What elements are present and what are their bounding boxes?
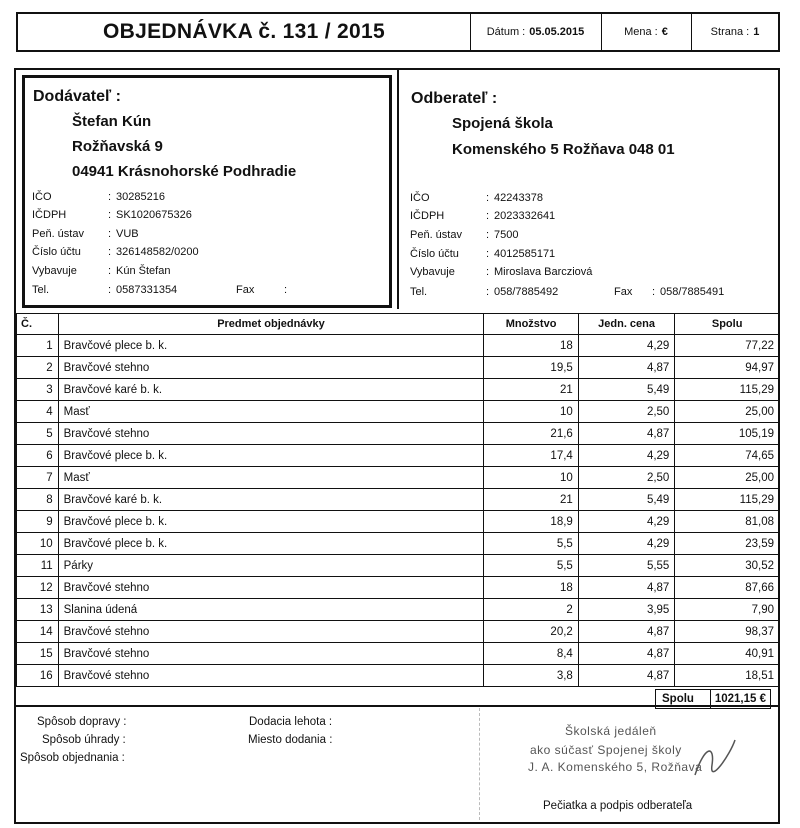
row-no: 6 xyxy=(17,445,59,467)
table-row xyxy=(17,621,780,643)
row-item: Bravčové stehno xyxy=(58,665,484,687)
row-item: Bravčové karé b. k. xyxy=(58,489,484,511)
supplier-tel-row: Tel. : 0587331354 Fax : xyxy=(32,284,288,296)
row-item: Bravčové stehno xyxy=(58,621,484,643)
divider xyxy=(397,68,399,309)
stamp-line: Školská jedáleň xyxy=(565,724,657,738)
table-row xyxy=(17,445,780,467)
table-row xyxy=(17,467,780,489)
table-row xyxy=(17,423,780,445)
account-label: Číslo účtu xyxy=(410,248,459,260)
signature-mark xyxy=(690,735,740,785)
row-no: 4 xyxy=(17,401,59,423)
customer-name: Spojená škola xyxy=(452,115,553,132)
row-qty: 19,5 xyxy=(484,357,578,379)
customer-ico-row: IČO : 42243378 xyxy=(410,192,543,204)
row-qty: 18,9 xyxy=(484,511,578,533)
row-unit-price: 4,87 xyxy=(578,665,675,687)
row-item: Bravčové stehno xyxy=(58,423,484,445)
row-item: Párky xyxy=(58,555,484,577)
row-total: 7,90 xyxy=(675,599,780,621)
row-qty: 21,6 xyxy=(484,423,578,445)
row-no: 11 xyxy=(17,555,59,577)
currency-value: € xyxy=(661,26,668,38)
page-field xyxy=(691,14,779,50)
icdph-value: SK1020675326 xyxy=(116,209,192,221)
supplier-title: Dodávateľ : xyxy=(33,88,121,105)
page-value: 1 xyxy=(753,26,760,38)
table-row xyxy=(17,489,780,511)
row-item: Bravčové plece b. k. xyxy=(58,335,484,357)
row-no: 1 xyxy=(17,335,59,357)
icdph-value: 2023332641 xyxy=(494,210,556,222)
row-unit-price: 4,87 xyxy=(578,577,675,599)
row-unit-price: 4,29 xyxy=(578,533,675,555)
row-total: 74,65 xyxy=(675,445,780,467)
stamp-line: J. A. Komenského 5, Rožňava xyxy=(528,760,703,774)
table-row xyxy=(17,665,780,687)
row-total: 18,51 xyxy=(675,665,780,687)
tel-label: Tel. xyxy=(32,284,50,296)
supplier-icdph-row: IČDPH : SK1020675326 xyxy=(32,209,192,221)
row-unit-price: 2,50 xyxy=(578,401,675,423)
col-header-item: Predmet objednávky xyxy=(58,314,484,335)
row-item: Slanina údená xyxy=(58,599,484,621)
row-unit-price: 4,29 xyxy=(578,511,675,533)
row-total: 94,97 xyxy=(675,357,780,379)
supplier-city: 04941 Krásnohorské Podhradie xyxy=(72,163,297,180)
page-label: Strana : xyxy=(710,26,750,38)
ico-label: IČO xyxy=(410,192,430,204)
account-label: Číslo účtu xyxy=(32,246,81,258)
table-row xyxy=(17,577,780,599)
row-no: 15 xyxy=(17,643,59,665)
row-qty: 18 xyxy=(484,335,578,357)
delivery-place-label: Miesto dodania : xyxy=(248,734,333,746)
row-total: 115,29 xyxy=(675,489,780,511)
row-item: Masť xyxy=(58,467,484,489)
table-row xyxy=(17,335,780,357)
row-qty: 5,5 xyxy=(484,533,578,555)
tel-label: Tel. xyxy=(410,286,428,298)
row-qty: 10 xyxy=(484,401,578,423)
col-header-unit-price: Jedn. cena xyxy=(578,314,675,335)
row-item: Bravčové stehno xyxy=(58,643,484,665)
row-total: 115,29 xyxy=(675,379,780,401)
transport-label: Spôsob dopravy : xyxy=(37,716,127,728)
row-no: 7 xyxy=(17,467,59,489)
row-total: 30,52 xyxy=(675,555,780,577)
table-header-row xyxy=(17,314,780,335)
ico-value: 30285216 xyxy=(116,191,165,203)
customer-bank-row: Peň. ústav : 7500 xyxy=(410,229,519,241)
icdph-label: IČDPH xyxy=(410,210,445,222)
row-qty: 17,4 xyxy=(484,445,578,467)
table-row xyxy=(17,357,780,379)
row-no: 5 xyxy=(17,423,59,445)
payment-label: Spôsob úhrady : xyxy=(42,734,126,746)
row-unit-price: 4,87 xyxy=(578,357,675,379)
customer-account-row: Číslo účtu : 4012585171 xyxy=(410,248,556,260)
row-item: Bravčové plece b. k. xyxy=(58,445,484,467)
row-no: 2 xyxy=(17,357,59,379)
account-value: 4012585171 xyxy=(494,248,556,260)
ico-value: 42243378 xyxy=(494,192,543,204)
row-qty: 20,2 xyxy=(484,621,578,643)
document-title: OBJEDNÁVKA č. 131 / 2015 xyxy=(103,20,385,43)
signature-label: Pečiatka a podpis odberateľa xyxy=(543,800,693,812)
tel-value: 058/7885492 xyxy=(494,286,559,298)
row-no: 16 xyxy=(17,665,59,687)
row-item: Bravčové plece b. k. xyxy=(58,533,484,555)
row-total: 25,00 xyxy=(675,401,780,423)
bank-label: Peň. ústav xyxy=(32,228,84,240)
row-unit-price: 3,95 xyxy=(578,599,675,621)
row-item: Bravčové plece b. k. xyxy=(58,511,484,533)
ico-label: IČO xyxy=(32,191,52,203)
row-item: Bravčové stehno xyxy=(58,577,484,599)
customer-address: Komenského 5 Rožňava 048 01 xyxy=(452,141,675,158)
row-qty: 21 xyxy=(484,489,578,511)
row-qty: 8,4 xyxy=(484,643,578,665)
table-row xyxy=(17,379,780,401)
row-unit-price: 4,87 xyxy=(578,423,675,445)
table-row xyxy=(17,599,780,621)
table-row xyxy=(17,533,780,555)
row-no: 12 xyxy=(17,577,59,599)
row-unit-price: 5,49 xyxy=(578,489,675,511)
table-row xyxy=(17,643,780,665)
row-qty: 18 xyxy=(484,577,578,599)
currency-field xyxy=(601,14,691,50)
row-no: 14 xyxy=(17,621,59,643)
row-unit-price: 2,50 xyxy=(578,467,675,489)
issuer-label: Vybavuje xyxy=(32,265,77,277)
row-qty: 10 xyxy=(484,467,578,489)
customer-icdph-row: IČDPH : 2023332641 xyxy=(410,210,556,222)
row-unit-price: 5,49 xyxy=(578,379,675,401)
row-qty: 2 xyxy=(484,599,578,621)
date-value: 05.05.2015 xyxy=(529,26,585,38)
row-total: 105,19 xyxy=(675,423,780,445)
ordering-label: Spôsob objednania : xyxy=(20,752,125,764)
issuer-label: Vybavuje xyxy=(410,266,455,278)
delivery-term-label: Dodacia lehota : xyxy=(249,716,333,728)
divider xyxy=(14,705,780,707)
col-header-no: Č. xyxy=(17,314,59,335)
total-label: Spolu xyxy=(662,693,694,705)
row-no: 10 xyxy=(17,533,59,555)
fax-label: Fax xyxy=(614,286,633,298)
row-no: 13 xyxy=(17,599,59,621)
icdph-label: IČDPH xyxy=(32,209,67,221)
customer-tel-row: Tel. : 058/7885492 Fax : 058/7885491 xyxy=(410,286,725,298)
currency-label: Mena : xyxy=(624,26,658,38)
row-unit-price: 4,87 xyxy=(578,643,675,665)
row-item: Bravčové karé b. k. xyxy=(58,379,484,401)
items-table xyxy=(16,313,780,687)
bank-label: Peň. ústav xyxy=(410,229,462,241)
fax-value: 058/7885491 xyxy=(660,286,725,298)
row-no: 8 xyxy=(17,489,59,511)
table-row xyxy=(17,401,780,423)
row-no: 3 xyxy=(17,379,59,401)
row-total: 77,22 xyxy=(675,335,780,357)
table-row xyxy=(17,555,780,577)
account-value: 326148582/0200 xyxy=(116,246,199,258)
row-unit-price: 4,29 xyxy=(578,335,675,357)
supplier-name: Štefan Kún xyxy=(72,113,152,130)
row-unit-price: 5,55 xyxy=(578,555,675,577)
supplier-bank-row: Peň. ústav : VUB xyxy=(32,228,139,240)
supplier-account-row: Číslo účtu : 326148582/0200 xyxy=(32,246,199,258)
row-unit-price: 4,87 xyxy=(578,621,675,643)
row-total: 87,66 xyxy=(675,577,780,599)
fax-label: Fax xyxy=(236,284,255,296)
row-item: Masť xyxy=(58,401,484,423)
issuer-value: Kún Štefan xyxy=(116,265,171,277)
bank-value: 7500 xyxy=(494,229,519,241)
col-header-qty: Množstvo xyxy=(484,314,578,335)
col-header-total: Spolu xyxy=(675,314,780,335)
row-unit-price: 4,29 xyxy=(578,445,675,467)
row-total: 40,91 xyxy=(675,643,780,665)
row-qty: 3,8 xyxy=(484,665,578,687)
bank-value: VUB xyxy=(116,228,139,240)
row-qty: 5,5 xyxy=(484,555,578,577)
row-total: 25,00 xyxy=(675,467,780,489)
date-label: Dátum : xyxy=(486,26,526,38)
row-item: Bravčové stehno xyxy=(58,357,484,379)
tel-value: 0587331354 xyxy=(116,284,178,296)
supplier-street: Rožňavská 9 xyxy=(72,138,163,155)
row-total: 98,37 xyxy=(675,621,780,643)
issuer-value: Miroslava Barcziová xyxy=(494,266,593,278)
table-row xyxy=(17,511,780,533)
supplier-ico-row: IČO : 30285216 xyxy=(32,191,165,203)
customer-issuer-row: Vybavuje : Miroslava Barcziová xyxy=(410,266,593,278)
stamp-line: ako súčasť Spojenej školy xyxy=(530,743,682,757)
row-qty: 21 xyxy=(484,379,578,401)
customer-title: Odberateľ : xyxy=(411,90,498,107)
row-total: 23,59 xyxy=(675,533,780,555)
date-field xyxy=(470,14,601,50)
row-no: 9 xyxy=(17,511,59,533)
total-value: 1021,15 € xyxy=(710,690,770,708)
supplier-issuer-row: Vybavuje : Kún Štefan xyxy=(32,265,171,277)
row-total: 81,08 xyxy=(675,511,780,533)
